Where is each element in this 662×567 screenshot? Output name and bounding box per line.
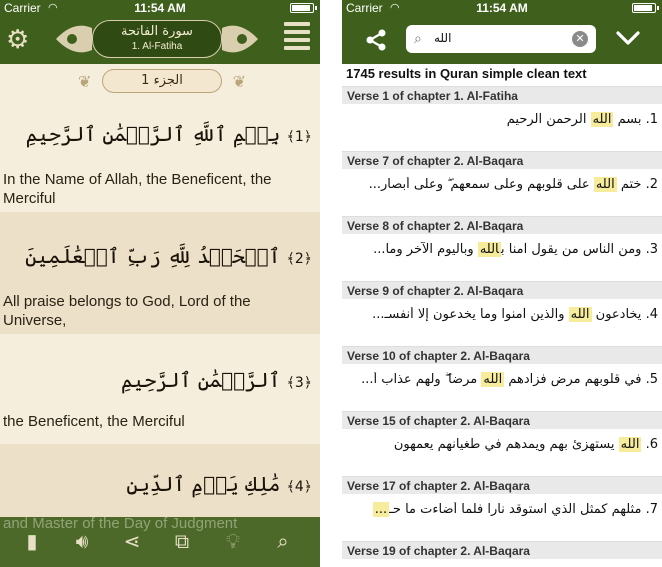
clear-search-icon[interactable]: ✕ — [572, 31, 588, 47]
search-result-row[interactable] — [342, 216, 662, 281]
magnifier-icon: ⌕ — [414, 30, 422, 46]
result-verse-reference: Verse 1 of chapter 1. Al-Fatiha — [342, 86, 662, 104]
verse-block[interactable] — [0, 100, 320, 212]
surah-title-arabic: سورة الفاتحة — [121, 24, 193, 39]
menu-list-icon[interactable] — [284, 22, 310, 52]
result-text-before: يخادعون — [591, 307, 642, 322]
result-number: 5. — [645, 372, 658, 387]
carrier-label: Carrier — [4, 1, 41, 15]
clock: 11:54 AM — [476, 1, 528, 15]
share-icon[interactable] — [364, 28, 388, 52]
verse-arabic — [121, 368, 312, 392]
result-text-after: والذين آمنوا وما يخدعون إلا أنفسـ... — [372, 307, 569, 322]
result-match-highlight: الله — [481, 372, 504, 387]
reader-toolbar — [0, 517, 320, 567]
verse-block[interactable] — [0, 444, 320, 517]
result-text-before: بسم — [613, 112, 642, 127]
result-verse-reference: Verse 7 of chapter 2. Al-Baqara — [342, 151, 662, 169]
surah-title — [92, 20, 222, 58]
search-result-row[interactable] — [342, 476, 662, 541]
result-verse-reference: Verse 8 of chapter 2. Al-Baqara — [342, 216, 662, 234]
carrier-label: Carrier — [346, 1, 383, 15]
result-text-before: مثلهم كمثل الذي استوقد نارا فلما أضاءت ما حـ — [389, 502, 642, 517]
search-icon[interactable]: ⌕ — [277, 531, 289, 553]
result-verse-reference: Verse 19 of chapter 2. Al-Baqara — [342, 541, 662, 559]
search-input[interactable]: الله — [434, 31, 452, 45]
result-number: 2. — [645, 177, 658, 192]
result-verse-reference: Verse 9 of chapter 2. Al-Baqara — [342, 281, 662, 299]
chevron-down-icon[interactable] — [614, 24, 642, 52]
search-result-row[interactable] — [342, 411, 662, 476]
result-text-before: في قلوبهم مرض فزادهم — [504, 372, 642, 387]
bulb-icon[interactable]: 💡︎ — [226, 531, 240, 553]
search-result-row[interactable] — [342, 86, 662, 151]
result-match-highlight: الله — [591, 112, 614, 127]
verse-arabic-text: بِسۡمِ ٱللَّهِ ٱلرَّحۡمَٰنِ ٱلرَّحِيمِ — [25, 122, 281, 146]
result-match-highlight: الله — [619, 437, 642, 452]
result-text-before: ومن الناس من يقول آمنا ب — [501, 242, 642, 257]
result-text-after: مرضا ۖ ولهم عذاب أ... — [361, 372, 482, 387]
search-result-row[interactable] — [342, 346, 662, 411]
result-number: 1. — [645, 112, 658, 127]
result-verse-text — [346, 112, 658, 127]
result-text-before: ختم — [616, 177, 642, 192]
search-result-row[interactable] — [342, 281, 662, 346]
result-match-highlight: ... — [373, 502, 389, 517]
battery-fill — [634, 5, 652, 11]
verse-arabic-text: ٱلۡحَمۡدُ لِلَّهِ رَبِّ ٱلۡعَٰلَمِينَ — [25, 244, 281, 268]
juz-label-frame — [78, 66, 246, 96]
result-verse-text — [346, 502, 658, 517]
search-result-row[interactable] — [342, 541, 662, 567]
clock: 11:54 AM — [134, 1, 186, 15]
wifi-icon: ◠ — [48, 2, 58, 14]
result-number: 3. — [645, 242, 658, 257]
share-icon[interactable]: ⋖ — [123, 531, 141, 553]
search-result-row[interactable] — [342, 151, 662, 216]
verse-translation: and Master of the Day of Judgment — [3, 515, 238, 532]
settings-gear-icon[interactable]: ⚙ — [6, 24, 30, 54]
verse-arabic — [25, 244, 312, 268]
verse-translation: the Beneficent, the Merciful — [3, 413, 185, 430]
speaker-icon[interactable]: 🔊︎ — [75, 531, 89, 553]
search-header — [342, 0, 662, 64]
reader-header — [0, 0, 320, 64]
verse-arabic — [126, 472, 312, 496]
result-text-after: يستهزئ بهم ويمدهم في طغيانهم يعمهون — [393, 437, 619, 452]
result-number: 6. — [645, 437, 658, 452]
verse-arabic-text: ٱلرَّحۡمَٰنِ ٱلرَّحِيمِ — [121, 368, 281, 392]
search-results-screen — [342, 0, 662, 567]
result-text-after: وباليوم الآخر وما... — [373, 242, 478, 257]
ornament-right-icon: ❦ — [232, 74, 246, 91]
compare-icon[interactable]: ⧉ — [174, 531, 190, 553]
verse-block[interactable] — [0, 212, 320, 334]
result-match-highlight: الله — [594, 177, 617, 192]
quran-reader-screen — [0, 0, 320, 567]
result-match-highlight: الله — [569, 307, 592, 322]
surah-title-english: 1. Al-Fatiha — [131, 41, 183, 52]
verse-block[interactable] — [0, 334, 320, 444]
result-verse-reference: Verse 17 of chapter 2. Al-Baqara — [342, 476, 662, 494]
verse-number: ﴿2﴾ — [286, 251, 312, 267]
result-verse-reference: Verse 15 of chapter 2. Al-Baqara — [342, 411, 662, 429]
verse-translation: All praise belongs to God, Lord of the Universe, — [3, 293, 251, 329]
verse-arabic — [26, 122, 312, 146]
result-match-highlight: الله — [478, 242, 501, 257]
bookmark-icon[interactable]: ▮ — [26, 531, 38, 553]
battery-fill — [292, 5, 310, 11]
surah-title-frame[interactable] — [54, 18, 260, 60]
juz-label: الجزء 1 — [102, 69, 222, 93]
verse-translation: In the Name of Allah, the Beneficent, the Merciful — [3, 171, 272, 207]
verse-number: ﴿4﴾ — [286, 479, 312, 495]
verse-number: ﴿1﴾ — [286, 129, 312, 145]
status-bar — [0, 0, 320, 16]
status-bar — [342, 0, 662, 16]
battery-icon — [632, 3, 656, 13]
result-verse-text — [346, 307, 658, 322]
result-verse-text — [346, 242, 658, 257]
results-count: 1745 results in Quran simple clean text — [346, 66, 587, 81]
verse-number: ﴿3﴾ — [286, 375, 312, 391]
result-verse-text — [346, 437, 658, 452]
result-verse-reference: Verse 10 of chapter 2. Al-Baqara — [342, 346, 662, 364]
result-verse-text — [346, 177, 658, 192]
result-number: 4. — [645, 307, 658, 322]
ornament-left-icon: ❦ — [78, 74, 92, 91]
result-text-after: على قلوبهم وعلى سمعهم ۖ وعلى أبصار... — [368, 177, 594, 192]
search-field[interactable] — [406, 25, 596, 53]
result-verse-text — [346, 372, 658, 387]
wifi-icon: ◠ — [390, 2, 400, 14]
result-text-after: الرحمن الرحيم — [506, 112, 591, 127]
result-number: 7. — [645, 502, 658, 517]
battery-icon — [290, 3, 314, 13]
verse-arabic-text: مَٰلِكِ يَوۡمِ ٱلدِّينِ — [126, 472, 281, 496]
